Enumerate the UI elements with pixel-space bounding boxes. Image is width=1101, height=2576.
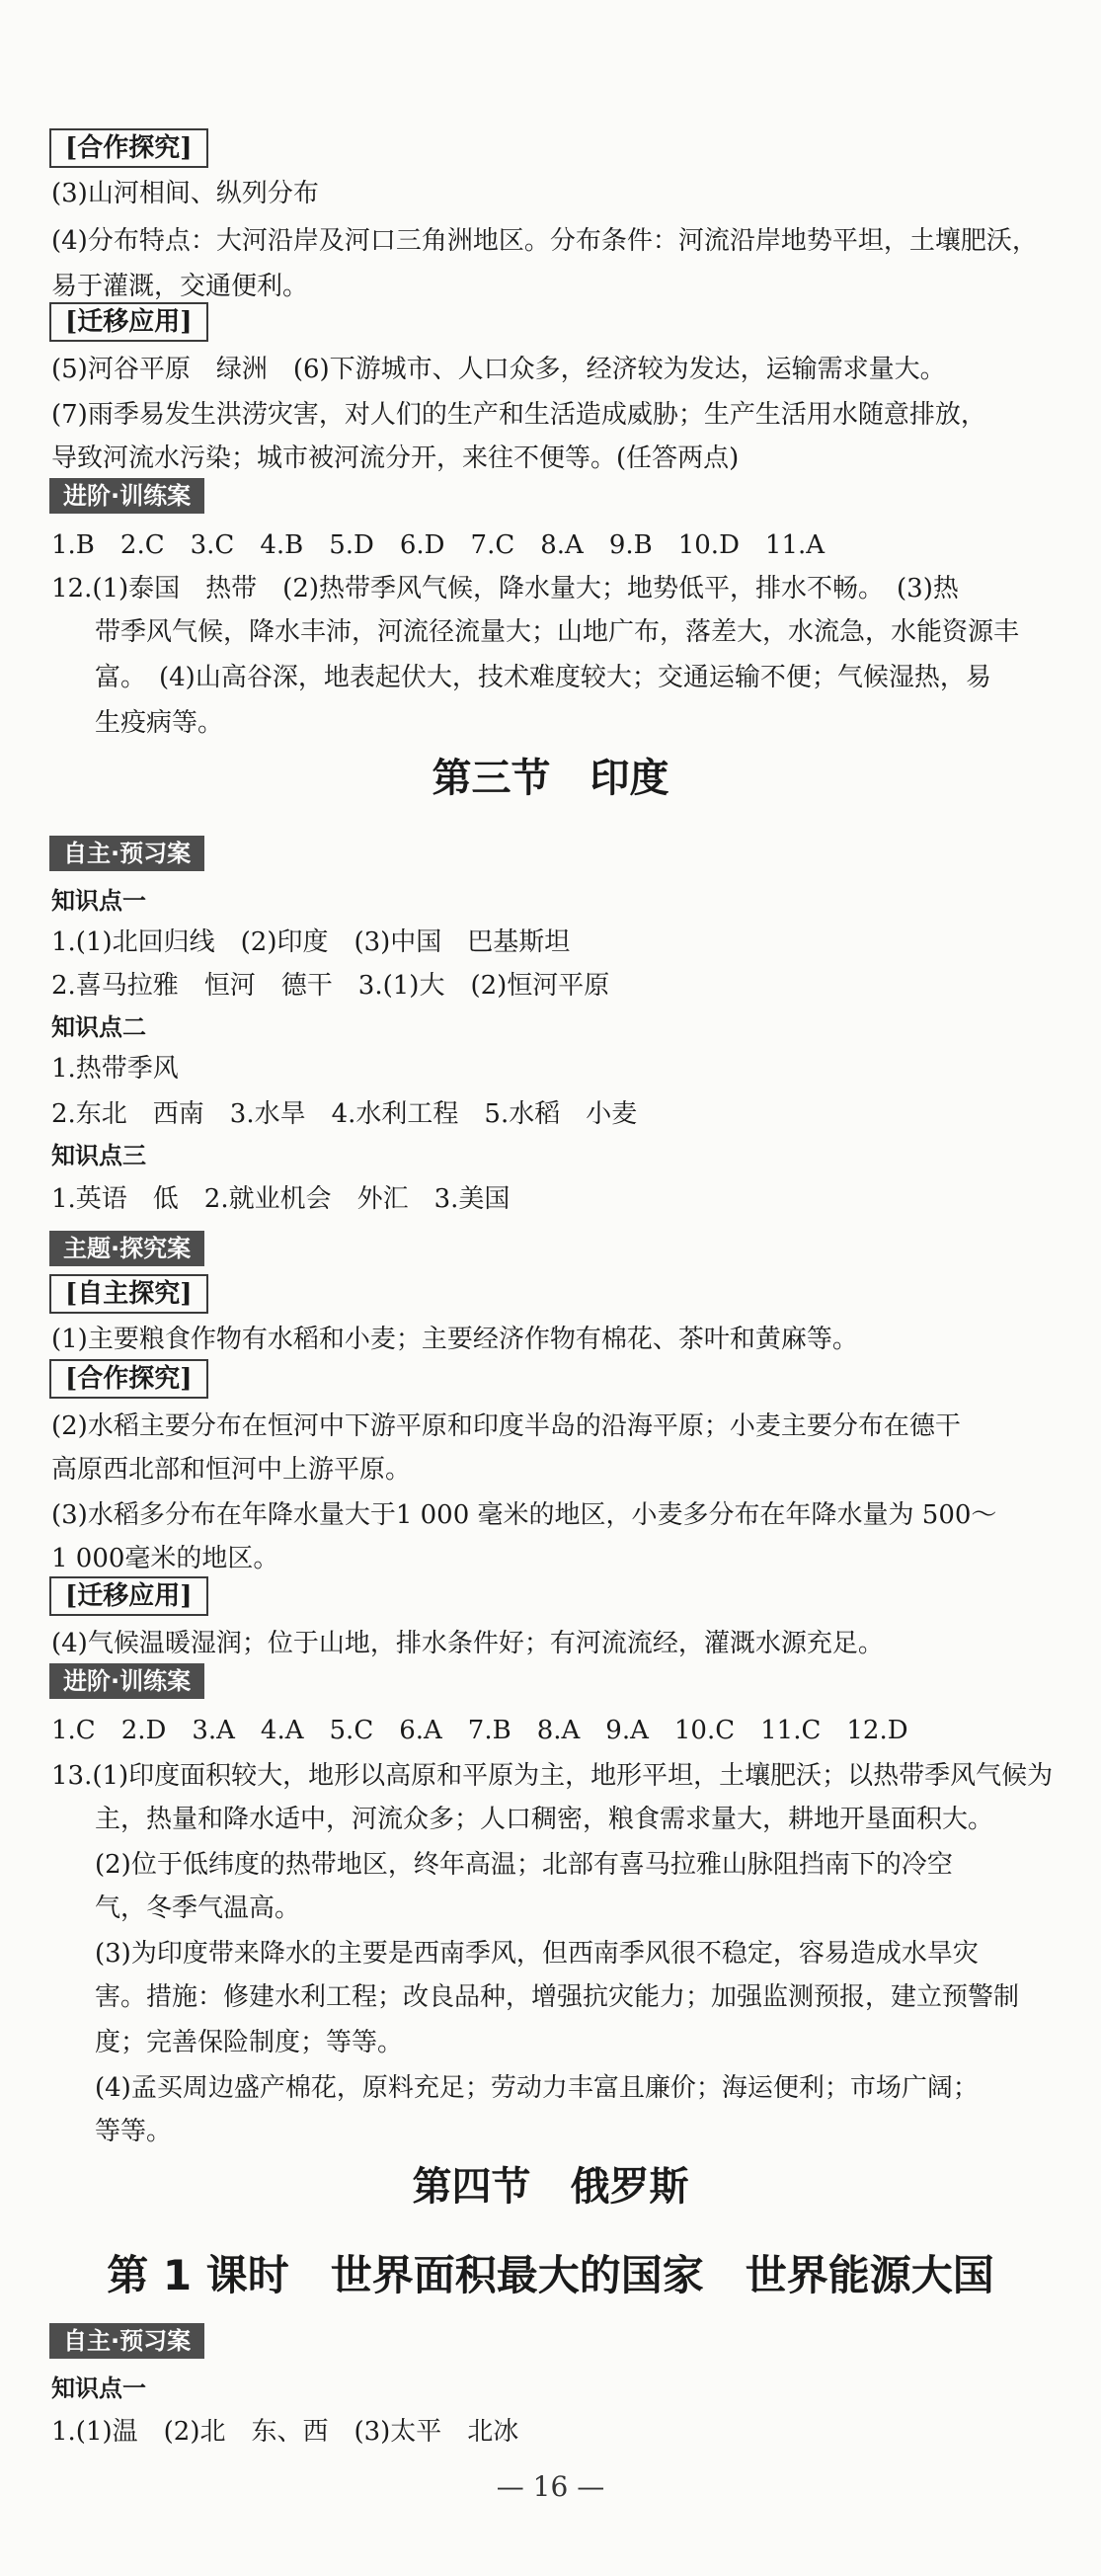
section-tag: 自主·预习案: [49, 2323, 204, 2359]
knowledge-point-heading: 知识点一: [51, 2375, 146, 2402]
text-line: (2)水稻主要分布在恒河中下游平原和印度半岛的沿海平原；小麦主要分布在德干: [51, 1411, 961, 1441]
text-line: 害。措施：修建水利工程；改良品种，增强抗灾能力；加强监测预报，建立预警制: [95, 1982, 1020, 2012]
text-line: 带季风气候，降水丰沛，河流径流量大；山地广布，落差大，水流急，水能资源丰: [95, 617, 1020, 647]
text-line: 1.英语 低 2.就业机会 外汇 3.美国: [51, 1184, 511, 1214]
text-line: (5)河谷平原 绿洲 (6)下游城市、人口众多，经济较为发达，运输需求量大。: [51, 355, 946, 384]
text-line: (3)水稻多分布在年降水量大于1 000 毫米的地区，小麦多分布在年降水量为 500～: [51, 1500, 997, 1530]
text-line: 1.(1)北回归线 (2)印度 (3)中国 巴基斯坦: [51, 927, 571, 957]
lesson-title: 第 1 课时 世界面积最大的国家 世界能源大国: [107, 2251, 994, 2299]
text-line: 1.热带季风: [51, 1054, 179, 1084]
page-number: — 16 —: [496, 2470, 605, 2503]
text-line: 高原西北部和恒河中上游平原。: [51, 1455, 412, 1485]
text-line: 气，冬季气温高。: [95, 1893, 301, 1923]
text-line: 易于灌溉，交通便利。: [51, 272, 309, 301]
text-line: 12.(1)泰国 热带 (2)热带季风气候，降水量大；地势低平，排水不畅。 (3)热: [51, 574, 959, 604]
knowledge-point-heading: 知识点三: [51, 1142, 146, 1169]
section-title: 第三节 印度: [432, 756, 669, 801]
section-label: [合作探究]: [49, 1359, 208, 1399]
section-label: [迁移应用]: [49, 1576, 208, 1616]
text-line: 1 000毫米的地区。: [51, 1544, 279, 1573]
section-tag: 进阶·训练案: [49, 478, 204, 514]
text-line: 1.C 2.D 3.A 4.A 5.C 6.A 7.B 8.A 9.A 10.C 11.C 12.D: [51, 1716, 908, 1745]
section-tag: 自主·预习案: [49, 836, 204, 871]
knowledge-point-heading: 知识点一: [51, 887, 146, 915]
text-line: 富。 (4)山高谷深，地表起伏大，技术难度较大；交通运输不便；气候湿热，易: [95, 663, 991, 692]
text-line: 1.(1)温 (2)北 东、西 (3)太平 北冰: [51, 2417, 519, 2447]
text-line: 导致河流水污染；城市被河流分开，来往不便等。(任答两点): [51, 443, 740, 473]
text-line: (4)气候温暖湿润；位于山地，排水条件好；有河流流经，灌溉水源充足。: [51, 1629, 884, 1658]
text-line: 主，热量和降水适中，河流众多；人口稠密，粮食需求量大，耕地开垦面积大。: [95, 1805, 994, 1834]
text-line: 2.东北 西南 3.水旱 4.水利工程 5.水稻 小麦: [51, 1099, 638, 1129]
section-tag: 进阶·训练案: [49, 1663, 204, 1699]
knowledge-point-heading: 知识点二: [51, 1013, 146, 1041]
text-line: 度；完善保险制度；等等。: [95, 2028, 404, 2057]
section-tag: 主题·探究案: [49, 1231, 204, 1266]
text-line: 13.(1)印度面积较大，地形以高原和平原为主，地形平坦，土壤肥沃；以热带季风气候为: [51, 1761, 1054, 1791]
text-line: (3)山河相间、纵列分布: [51, 179, 319, 208]
section-title: 第四节 俄罗斯: [412, 2164, 689, 2210]
text-line: (3)为印度带来降水的主要是西南季风，但西南季风很不稳定，容易造成水旱灾: [95, 1939, 979, 1969]
section-label: [自主探究]: [49, 1274, 208, 1314]
text-line: 等等。: [95, 2117, 173, 2146]
section-label: [合作探究]: [49, 128, 208, 168]
text-line: (2)位于低纬度的热带地区，终年高温；北部有喜马拉雅山脉阻挡南下的冷空: [95, 1850, 953, 1880]
text-line: (4)孟买周边盛产棉花，原料充足；劳动力丰富且廉价；海运便利；市场广阔；: [95, 2073, 979, 2103]
text-line: 1.B 2.C 3.C 4.B 5.D 6.D 7.C 8.A 9.B 10.D 11.A: [51, 530, 826, 560]
text-line: (7)雨季易发生洪涝灾害，对人们的生产和生活造成威胁；生产生活用水随意排放，: [51, 400, 986, 430]
text-line: 生疫病等。: [95, 708, 224, 738]
text-line: 2.喜马拉雅 恒河 德干 3.(1)大 (2)恒河平原: [51, 971, 610, 1001]
text-line: (1)主要粮食作物有水稻和小麦；主要经济作物有棉花、茶叶和黄麻等。: [51, 1325, 858, 1354]
section-label: [迁移应用]: [49, 302, 208, 342]
text-line: (4)分布特点：大河沿岸及河口三角洲地区。分布条件：河流沿岸地势平坦，土壤肥沃，: [51, 226, 1038, 256]
